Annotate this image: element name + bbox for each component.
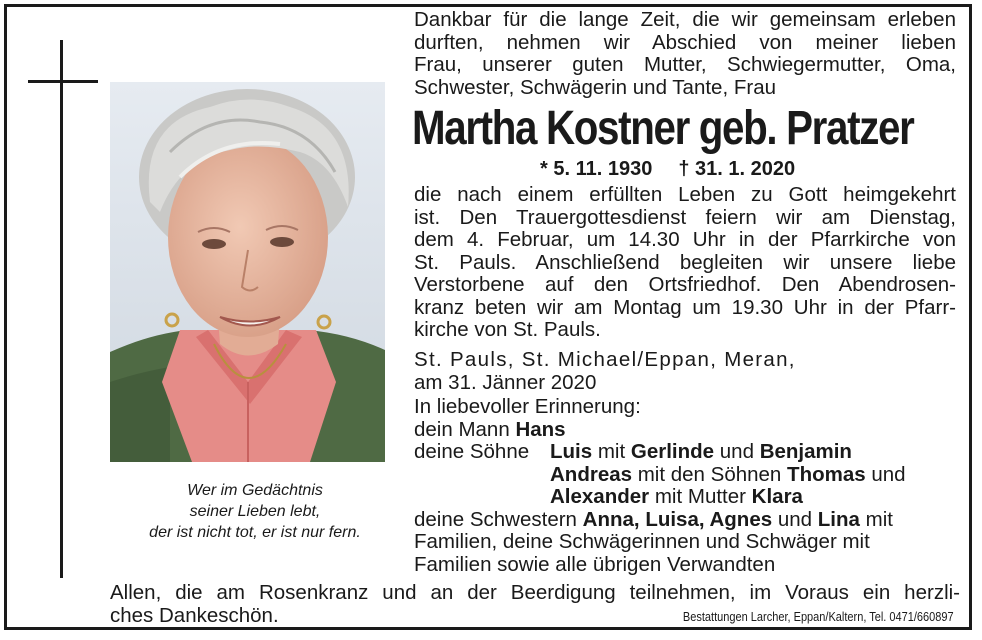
mourner-line	[414, 441, 956, 464]
undertaker-credit: Bestattungen Larcher, Eppan/Kaltern, Tel. 0471/660897	[683, 610, 954, 624]
text-line: Frau, unserer guten Mutter, Schwiegermutter, Oma,	[414, 53, 956, 76]
mourner-line	[414, 419, 956, 442]
text-line: Dankbar für die lange Zeit, die wir gemeinsam erleben	[414, 8, 956, 31]
text-line: ist. Den Trauergottesdienst feiern wir am Dienstag,	[414, 205, 956, 229]
cross-vertical-bar	[60, 40, 63, 578]
portrait-photo	[110, 82, 385, 462]
mourners-heading: In liebevoller Erinnerung:	[414, 395, 641, 418]
connector-text: mit	[597, 440, 626, 463]
text-line: kirche von St. Pauls.	[414, 318, 601, 341]
mourner-line: Familien sowie alle übrigen Verwandten	[414, 552, 776, 576]
mourner-line	[414, 509, 956, 532]
relation-label: dein Mann	[414, 417, 510, 441]
relation-label: deine Schwestern	[414, 507, 577, 531]
life-dates	[540, 157, 821, 181]
mourner-name: Lina	[817, 507, 860, 531]
quote-line: seiner Lieben lebt,	[189, 503, 321, 520]
text-line: St. Pauls. Anschließend begleiten wir unsere liebe	[414, 250, 956, 274]
mourner-line	[414, 464, 956, 487]
place-and-date	[414, 349, 956, 394]
mourner-name: Klara	[751, 485, 803, 508]
mourner-name: Thomas	[787, 462, 866, 486]
text-line: die nach einem erfüllten Leben zu Gott heimgekehrt	[414, 183, 956, 206]
birth-date: * 5. 11. 1930	[540, 158, 653, 180]
mourners-list	[414, 396, 956, 576]
mourner-name: Luis	[550, 440, 593, 463]
mourner-name: Alexander	[550, 485, 650, 508]
memorial-quote	[110, 480, 400, 543]
mourner-name: Gerlinde	[630, 440, 715, 463]
mourner-name: Hans	[515, 417, 566, 441]
text-line: dem 4. Februar, um 14.30 Uhr in der Pfarrkirche von	[414, 228, 956, 251]
quote-line: der ist nicht tot, er ist nur fern.	[149, 524, 361, 541]
text-line: Allen, die am Rosenkranz und an der Beerdigung teilnehmen, im Voraus ein herzli-	[110, 581, 960, 604]
deceased-name: Martha Kostner geb. Pratzer	[412, 102, 914, 155]
text-line: am 31. Jänner 2020	[414, 370, 597, 394]
text-line: durften, nehmen wir Abschied von meiner lieben	[414, 30, 956, 54]
text-line: Verstorbene auf den Ortsfriedhof. Den Abendrosen-	[414, 273, 956, 296]
text-line: Schwester, Schwägerin und Tante, Frau	[414, 75, 776, 99]
mourner-line: Familien, deine Schwägerinnen und Schwäger mit	[414, 530, 870, 553]
connector-text: und	[719, 440, 754, 463]
death-date: † 31. 1. 2020	[678, 158, 796, 180]
intro-paragraph	[414, 9, 956, 99]
service-paragraph	[414, 184, 956, 342]
cross-horizontal-bar	[28, 80, 98, 83]
connector-text: mit Mutter	[654, 485, 746, 508]
mourner-name: Andreas	[550, 462, 633, 486]
connector-text: mit den Söhnen	[637, 462, 782, 486]
text-line: ches Dankeschön.	[110, 603, 279, 627]
connector-text: und	[777, 507, 813, 531]
mourner-name: Anna, Luisa, Agnes	[582, 507, 773, 531]
text-line: St. Pauls, St. Michael/Eppan, Meran,	[414, 348, 796, 371]
quote-line: Wer im Gedächtnis	[187, 482, 323, 499]
text-line: kranz beten wir am Montag um 19.30 Uhr in der Pfarr-	[414, 295, 956, 319]
connector-text: und	[871, 462, 906, 486]
relation-label: deine Söhne	[414, 440, 530, 463]
mourner-name: Benjamin	[759, 440, 852, 463]
mourner-line	[414, 486, 956, 509]
connector-text: mit	[865, 507, 893, 531]
